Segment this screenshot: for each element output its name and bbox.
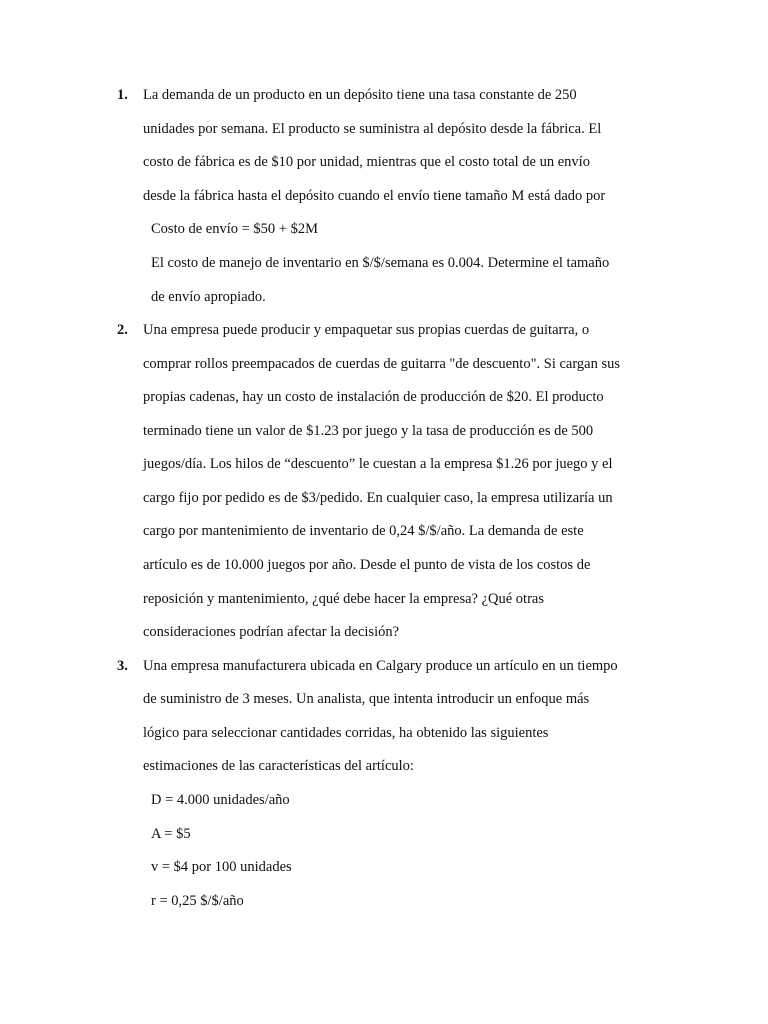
- problem-2-line-8: artículo es de 10.000 juegos por año. Desde el punto de vista de los costos de: [143, 557, 591, 573]
- problem-2-line-4: terminado tiene un valor de $1.23 por juego y la tasa de producción es de 500: [143, 423, 594, 439]
- problem-3-param-a: A = $5: [151, 826, 191, 842]
- problem-1-number: 1.: [117, 87, 128, 103]
- problem-2-line-2: comprar rollos preempacados de cuerdas de guitarra "de descuento". Si cargan sus: [143, 356, 621, 372]
- problem-2-line-7: cargo por mantenimiento de inventario de 0,24 $/$/año. La demanda de este: [143, 523, 584, 539]
- problem-3-param-r: r = 0,25 $/$/año: [151, 893, 244, 909]
- problem-3-param-d: D = 4.000 unidades/año: [151, 792, 290, 808]
- problem-3-param-v: v = $4 por 100 unidades: [151, 859, 292, 875]
- problem-2-line-9: reposición y mantenimiento, ¿qué debe hacer la empresa? ¿Qué otras: [143, 591, 544, 607]
- problem-2-line-3: propias cadenas, hay un costo de instalación de producción de $20. El producto: [143, 389, 604, 405]
- problem-2-line-10: consideraciones podrían afectar la decisión?: [143, 624, 400, 640]
- problem-1-line-6: El costo de manejo de inventario en $/$/semana es 0.004. Determine el tamaño: [151, 255, 610, 271]
- problem-1-line-1: La demanda de un producto en un depósito tiene una tasa constante de 250: [143, 87, 577, 103]
- problem-2-line-5: juegos/día. Los hilos de “descuento” le cuestan a la empresa $1.26 por juego y el: [143, 456, 613, 472]
- problem-1-formula: Costo de envío = $50 + $2M: [151, 221, 318, 237]
- problem-3-line-3: lógico para seleccionar cantidades corridas, ha obtenido las siguientes: [143, 725, 549, 741]
- problem-3-number: 3.: [117, 658, 128, 674]
- problem-1-line-7: de envío apropiado.: [151, 289, 266, 305]
- problem-2-line-6: cargo fijo por pedido es de $3/pedido. En cualquier caso, la empresa utilizaría un: [143, 490, 613, 506]
- problem-1-line-3: costo de fábrica es de $10 por unidad, mientras que el costo total de un envío: [143, 154, 590, 170]
- problem-2-number: 2.: [117, 322, 128, 338]
- problem-2-line-1: Una empresa puede producir y empaquetar sus propias cuerdas de guitarra, o: [143, 322, 590, 338]
- problem-3-line-2: de suministro de 3 meses. Un analista, que intenta introducir un enfoque más: [143, 691, 590, 707]
- problem-1-line-4: desde la fábrica hasta el depósito cuando el envío tiene tamaño M está dado por: [143, 188, 606, 204]
- problem-1-line-2: unidades por semana. El producto se suministra al depósito desde la fábrica. El: [143, 121, 602, 137]
- problem-3-line-1: Una empresa manufacturera ubicada en Calgary produce un artículo en un tiempo: [143, 658, 618, 674]
- problem-3-line-4: estimaciones de las características del artículo:: [143, 758, 414, 774]
